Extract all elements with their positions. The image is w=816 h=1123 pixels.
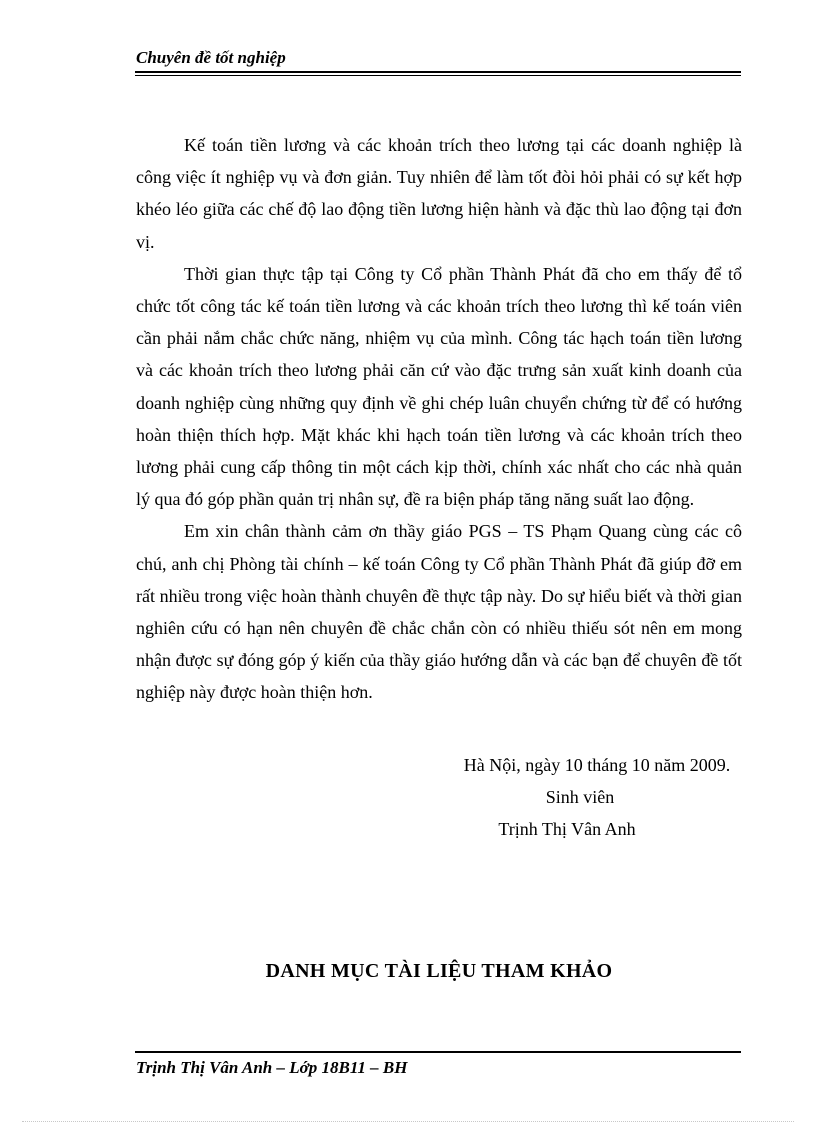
- page-header: [135, 48, 741, 76]
- signature-role: Sinh viên: [545, 787, 615, 807]
- paragraph-intro: Kế toán tiền lương và các khoản trích theo lương tại các doanh nghiệp là công việc ít nghiệp vụ và đơn giản. Tuy nhiên để làm tốt đòi hỏi phải có sự kết hợp khéo léo giữa các chế độ lao động tiền lương hiện hành và đặc thù lao động tại đơn vị.: [136, 135, 742, 252]
- header-rule-thick: [135, 71, 741, 73]
- header-title: Chuyên đề tốt nghiệp: [136, 48, 286, 67]
- document-body: [136, 129, 742, 709]
- references-heading: DANH MỤC TÀI LIỆU THAM KHẢO: [265, 960, 613, 982]
- paragraph-acknowledgement: Em xin chân thành cảm ơn thầy giáo PGS – TS Phạm Quang cùng các cô chú, anh chị Phòng tài chính – kế toán Công ty Cổ phần Thành Phát đã giúp đỡ em rất nhiều trong việc hoàn thành chuyên đề thực tập này. Do sự hiểu biết và thời gian nghiên cứu có hạn nên chuyên đề chắc chắn còn có nhiều thiếu sót nên em mong nhận được sự đóng góp ý kiến của thầy giáo hướng dẫn và các bạn để chuyên đề tốt nghiệp này được hoàn thiện hơn.: [136, 521, 742, 703]
- paragraph-internship: Thời gian thực tập tại Công ty Cổ phần Thành Phát đã cho em thấy để tổ chức tốt công tác kế toán tiền lương và các khoản trích theo lương thì kế toán viên cần phải nắm chắc chức năng, nhiệm vụ của mình. Công tác hạch toán tiền lương và các khoản trích theo lương phải căn cứ vào đặc trưng sản xuất kinh doanh của doanh nghiệp cùng những quy định về ghi chép luân chuyển chứng từ để có hướng hoàn thiện thích hợp. Mặt khác khi hạch toán tiền lương và các khoản trích theo lương phải cung cấp thông tin một cách kịp thời, chính xác nhất cho các nhà quản lý qua đó góp phần quản trị nhân sự, đề ra biện pháp tăng năng suất lao động.: [136, 263, 742, 510]
- footer-rule: [135, 1051, 741, 1053]
- page-footer: [135, 1048, 741, 1079]
- signature-place-date: Hà Nội, ngày 10 tháng 10 năm 2009.: [463, 755, 731, 775]
- footer-text: Trịnh Thị Vân Anh – Lớp 18B11 – BH: [136, 1058, 408, 1077]
- page-edge-divider: [22, 1121, 794, 1122]
- header-rule-thin: [135, 75, 741, 76]
- signature-name: Trịnh Thị Vân Anh: [498, 819, 636, 839]
